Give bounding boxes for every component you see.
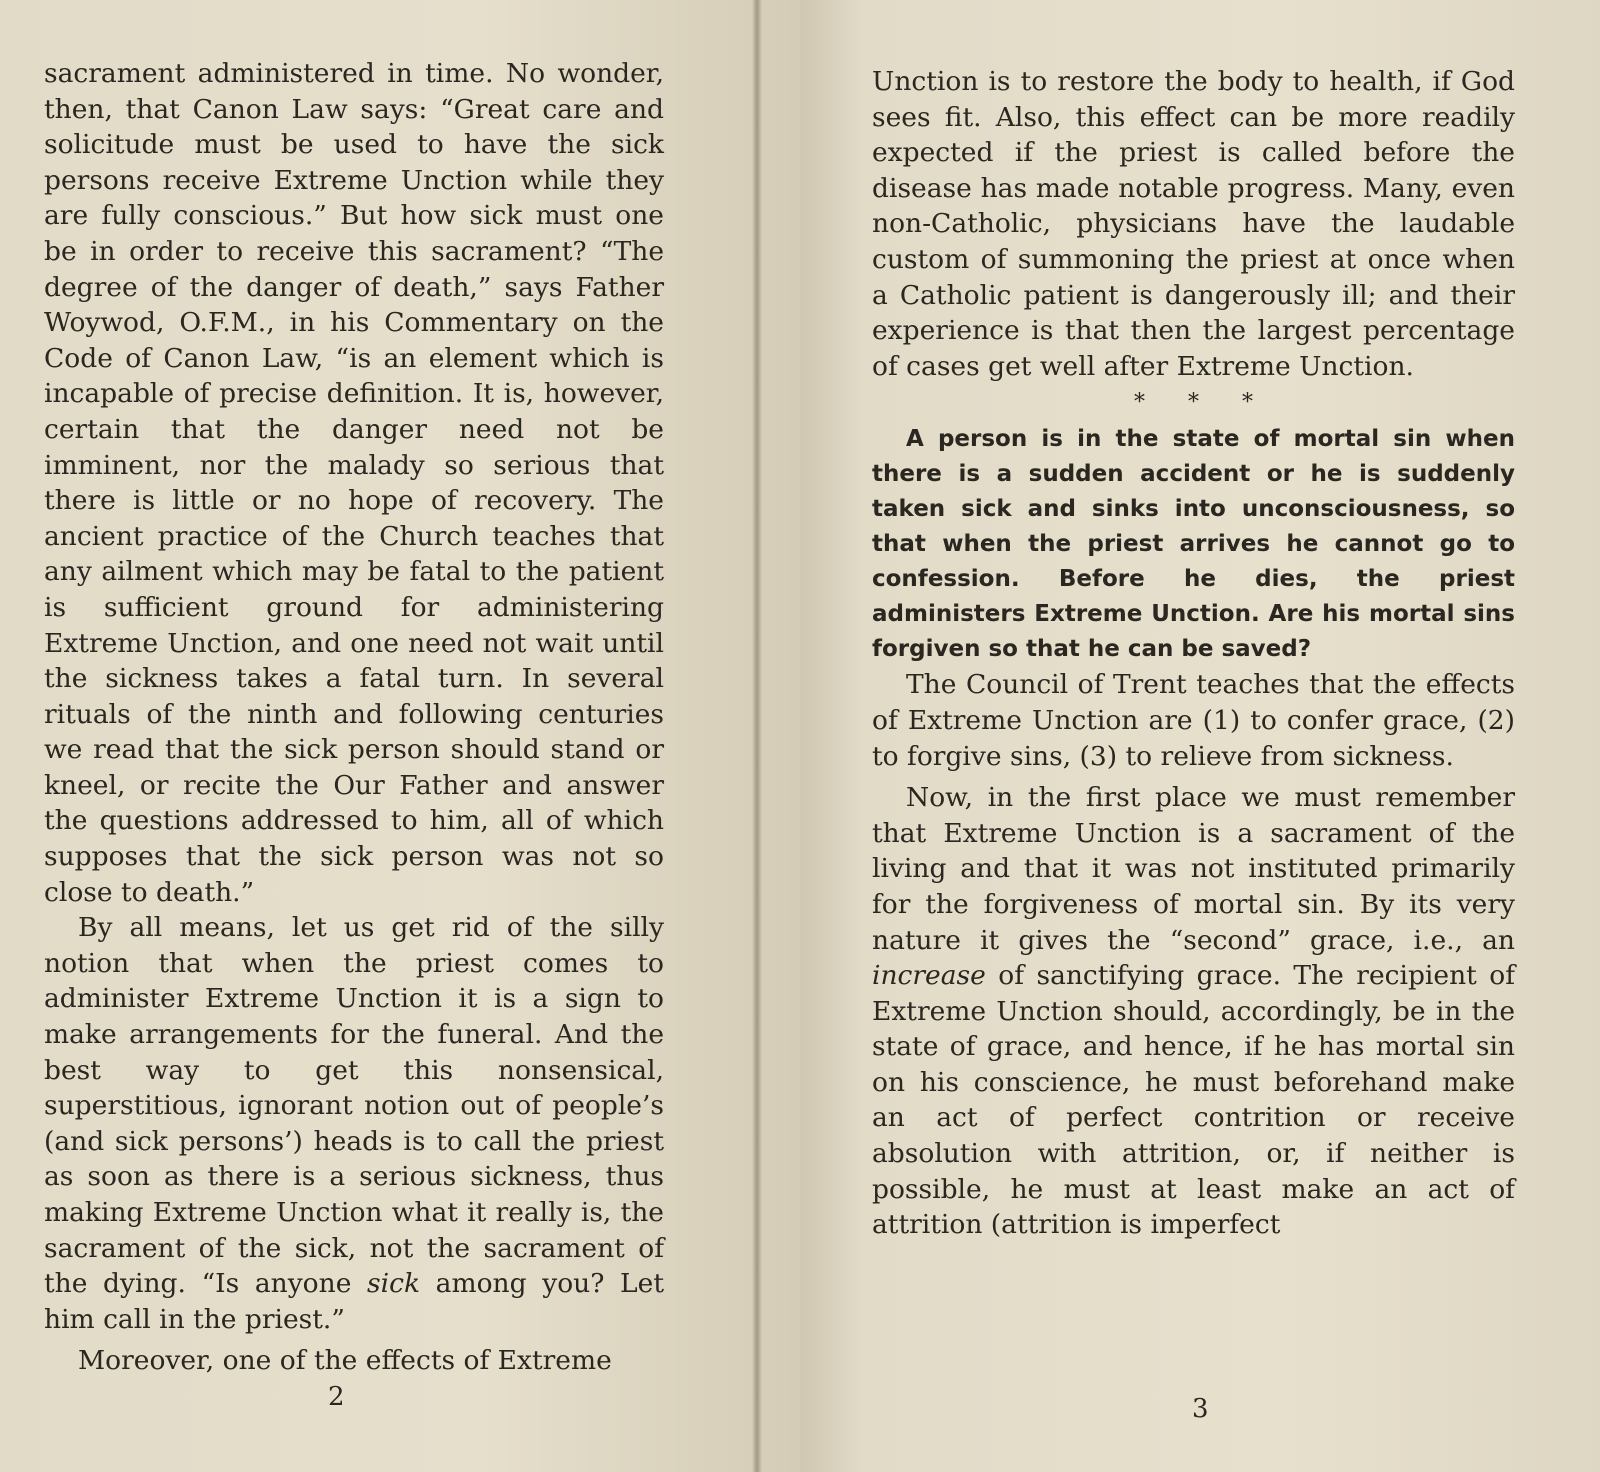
right-page (800, 0, 1600, 1472)
book-gutter (752, 0, 762, 1472)
left-paragraph-2 (44, 910, 664, 1337)
left-page-text (44, 56, 664, 1379)
left-paragraph-2-text: By all means, let us get rid of the silly notion that when the priest comes to administer Extreme Unction it is a sign to make arrangements for the funeral. And the best way to get this nonsensical, superstitious, ignorant notion out of people’s (and sick persons’) heads is to call the priest as soon as there is a serious sickness, thus making Extreme Unction what it really is, the sacrament of the sick, not the sacrament of the dying. (44, 912, 664, 1300)
left-quote-emphasis: sick (367, 1268, 421, 1300)
page-number-left: 2 (328, 1382, 345, 1412)
right-paragraph-3-post: of sanctifying grace. The recipient of Extreme Unction should, accordingly, be in the state of grace, and hence, if he has mortal sin on his conscience, he must beforehand make an act of perfect contrition or receive absolution with attrition, or, if neither is possible, he must at least make an act of attrition (attrition is imperfect (872, 960, 1515, 1241)
right-paragraph-2: The Council of Trent teaches that the effects of Extreme Unction are (1) to confer grace, (2) to forgive sins, (3) to relieve from sickness. (872, 669, 1515, 772)
right-paragraph-3-emphasis: increase (872, 960, 986, 992)
right-paragraph-3-pre: Now, in the first place we must remember that Extreme Unction is a sacrament of the living and that it was not instituted primarily for the forgiveness of mortal sin. By its very nature it gives the “second” grace, i.e., an (872, 782, 1515, 956)
left-paragraph-3: Moreover, one of the effects of Extreme (78, 1345, 612, 1377)
right-page-text (872, 64, 1515, 1243)
page-number-right: 3 (1192, 1394, 1209, 1424)
right-paragraph-1: Unction is to restore the body to health, if God sees fit. Also, this effect can be more readily expected if the priest is called before the disease has made notable progress. Many, even non-Catholic, physicians have the laudable custom of summoning the priest at once when a Catholic patient is dangerously ill; and their experience is that then the largest percentage of cases get well after Extreme Unction. (872, 66, 1515, 382)
left-quote-pre: “Is anyone (201, 1268, 368, 1300)
right-paragraph-3 (872, 780, 1515, 1243)
left-paragraph-1: sacrament administered in time. No wonder, then, that Canon Law says: “Great care and solicitude must be used to have the sick persons receive Extreme Unction while they are fully conscious.” But how sick must one be in order to receive this sacrament? “The degree of the danger of death,” says Father Woywod, O.F.M., in his Commentary on the Code of Canon Law, “is an element which is incapable of precise definition. It is, however, certain that the danger need not be imminent, nor the malady so serious that there is little or no hope of recovery. The ancient practice of the Church teaches that any ailment which may be fatal to the patient is sufficient ground for administering Extreme Unction, and one need not wait until the sickness takes a fatal turn. In several rituals of the ninth and following centuries we read that the sick person should stand or kneel, or recite the Our Father and answer the questions addressed to him, all of which supposes that the sick person was not so close to death.” (44, 58, 664, 908)
left-quote-post: among you? Let him call in the priest.” (44, 1268, 664, 1335)
question-heading: A person is in the state of mortal sin when there is a sudden accident or he is suddenly taken sick and sinks into unconsciousness, so that when the priest arrives he cannot go to confession. Before he dies, the priest administers Extreme Unction. Are his mortal sins forgiven so that he can be saved? (872, 426, 1515, 663)
section-separator: * * * (1134, 390, 1271, 416)
